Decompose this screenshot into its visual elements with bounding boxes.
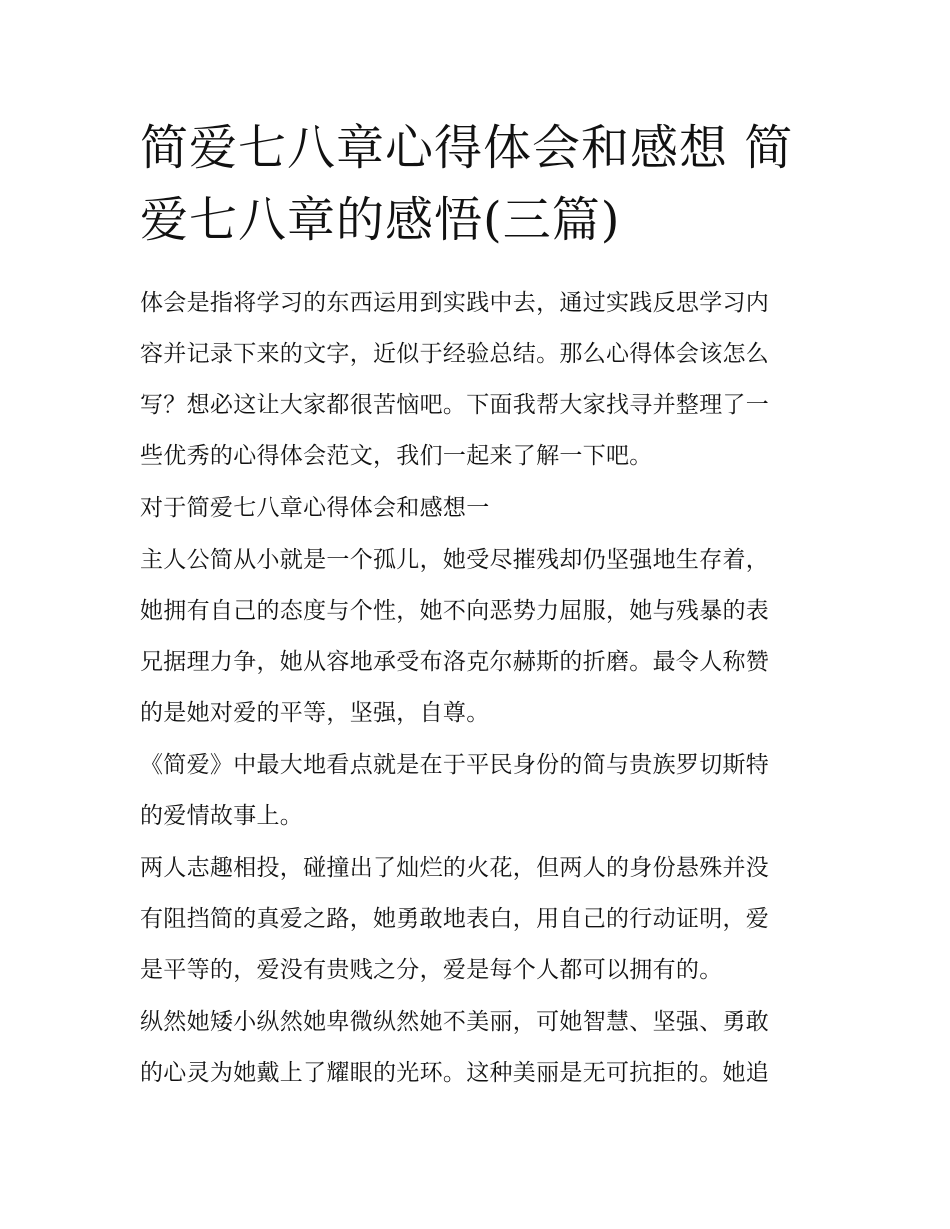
text-line: 她拥有自己的态度与个性，她不向恶势力屈服，她与残暴的表	[140, 598, 770, 624]
text-line: 的爱情故事上。	[140, 803, 304, 829]
text-line: 容并记录下来的文字，近似于经验总结。那么心得体会该怎么	[140, 341, 770, 367]
text-line: 的心灵为她戴上了耀眼的光环。这种美丽是无可抗拒的。她追	[140, 1060, 770, 1086]
body-paragraph	[140, 997, 820, 1099]
document-body	[140, 278, 820, 1100]
text-line: 是平等的，爱没有贵贱之分，爱是每个人都可以拥有的。	[140, 957, 723, 983]
body-paragraph	[140, 740, 820, 842]
text-line: 些优秀的心得体会范文，我们一起来了解一下吧。	[140, 443, 653, 469]
text-line: 纵然她矮小纵然她卑微纵然她不美丽，可她智慧、坚强、勇敢	[140, 1009, 770, 1035]
title-line: 简爱七八章心得体会和感想 简	[140, 120, 794, 176]
text-line: 《简爱》中最大地看点就是在于平民身份的简与贵族罗切斯特	[140, 752, 770, 778]
text-line: 写？想必这让大家都很苦恼吧。下面我帮大家找寻并整理了一	[140, 392, 770, 418]
body-paragraph	[140, 535, 820, 739]
text-line: 两人志趣相投，碰撞出了灿烂的火花，但两人的身份悬殊并没	[140, 855, 770, 881]
text-line: 有阻挡简的真爱之路，她勇敢地表白，用自己的行动证明，爱	[140, 906, 770, 932]
text-line: 的是她对爱的平等，坚强，自尊。	[140, 700, 490, 726]
text-line: 体会是指将学习的东西运用到实践中去，通过实践反思学习内	[140, 290, 770, 316]
intro-paragraph	[140, 278, 820, 482]
document-title	[140, 112, 820, 256]
body-paragraph	[140, 843, 820, 996]
title-line: 爱七八章的感悟(三篇)	[140, 192, 621, 248]
text-line: 主人公简从小就是一个孤儿，她受尽摧残却仍坚强地生存着，	[140, 547, 770, 573]
section-heading	[140, 483, 820, 534]
text-line: 对于简爱七八章心得体会和感想一	[140, 495, 490, 521]
text-line: 兄据理力争，她从容地承受布洛克尔赫斯的折磨。最令人称赞	[140, 649, 770, 675]
